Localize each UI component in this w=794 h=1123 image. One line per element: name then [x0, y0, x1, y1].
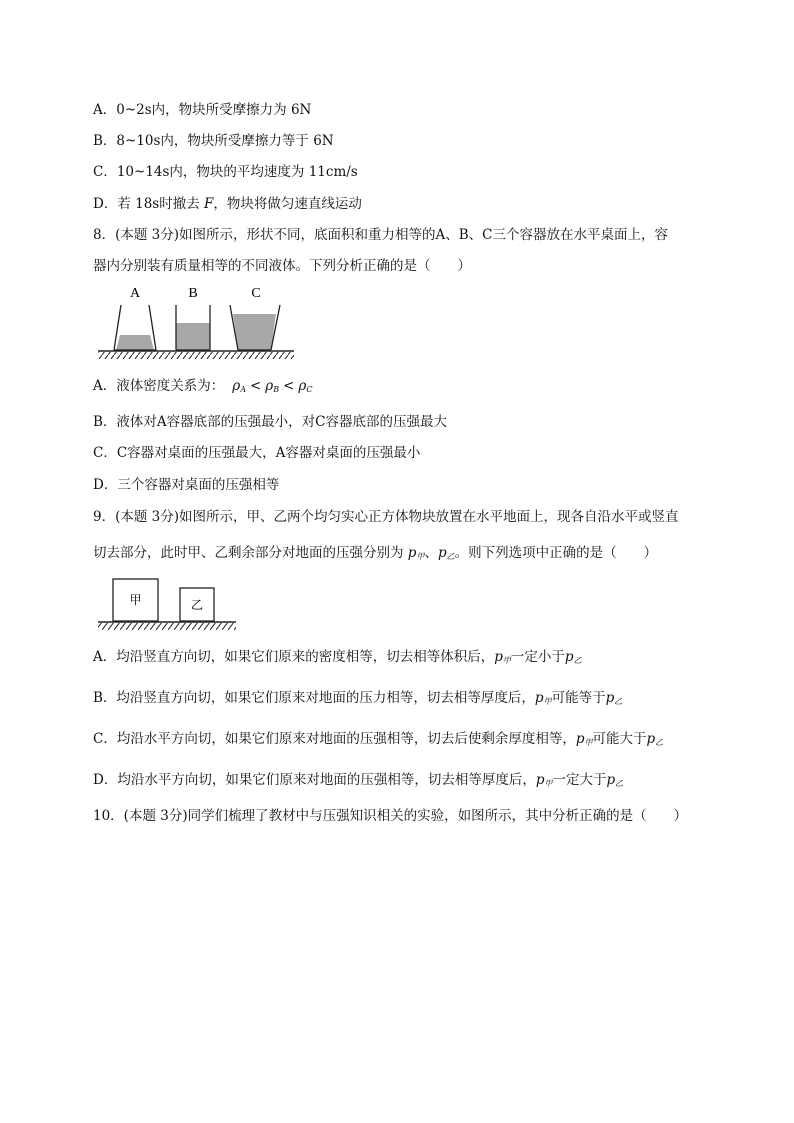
p-jia-subscript: 甲 — [543, 697, 552, 706]
q9-option-d-mid: 一定大于 — [552, 772, 607, 788]
q10-stem: 10．(本题 3分)同学们梳理了教材中与压强知识相关的实验，如图所示，其中分析正确的是（ ） — [93, 808, 688, 824]
rho-b-subscript: B — [273, 385, 280, 394]
q8-option-b: B．液体对A容器底部的压强最小，对C容器底部的压强最大 — [93, 414, 447, 430]
rho-symbol: ρ — [265, 378, 274, 394]
q9-option-b-pre: B．均沿竖直方向切，如果它们原来对地面的压力相等，切去相等厚度后， — [93, 690, 535, 706]
q9-option-c-pre: C．均沿水平方向切，如果它们原来对地面的压强相等，切去后使剩余厚度相等， — [93, 731, 576, 747]
p-yi-subscript: 乙 — [615, 779, 624, 788]
q9-option-d — [93, 771, 623, 793]
rho-c — [298, 378, 312, 394]
rho-a — [232, 378, 246, 394]
q9-option-a — [93, 648, 582, 670]
p-symbol: p — [605, 690, 615, 706]
less-than-1: < — [249, 378, 262, 394]
container-c-label: C — [251, 286, 261, 301]
p-jia-subscript: 甲 — [502, 656, 511, 665]
block-yi-label: 乙 — [190, 598, 204, 612]
p-symbol: p — [534, 690, 544, 706]
rho-b — [265, 378, 279, 394]
q7-option-c: C．10~14s内，物块的平均速度为 11cm/s — [93, 164, 358, 180]
q9-option-a-pre: A．均沿竖直方向切，如果它们原来的密度相等，切去相等体积后， — [93, 649, 495, 665]
container-b-label: B — [188, 286, 198, 301]
rho-c-subscript: C — [306, 385, 313, 394]
ground-hatch — [98, 352, 294, 359]
p-yi — [565, 649, 582, 665]
q7-option-d-var: F — [204, 196, 214, 212]
q9-stem-line2 — [93, 544, 657, 566]
q8-containers-figure — [96, 283, 296, 363]
block-jia-label: 甲 — [129, 593, 142, 607]
q9-option-b-mid: 可能等于 — [551, 690, 606, 706]
q8-option-d: D．三个容器对桌面的压强相等 — [93, 477, 280, 493]
block-jia — [113, 579, 158, 621]
q7-option-b: B．8~10s内，物块所受摩擦力等于 6N — [93, 133, 334, 149]
q9-stem-line2-pre: 切去部分，此时甲、乙剩余部分对地面的压强分别为 — [93, 545, 408, 561]
p-symbol: p — [646, 731, 656, 747]
container-a-label: A — [129, 286, 141, 301]
ground-hatch — [98, 623, 236, 630]
container-b — [176, 286, 210, 350]
q9-option-d-pre: D．均沿水平方向切，如果它们原来对地面的压强相等，切去相等厚度后， — [93, 772, 536, 788]
p-symbol: p — [494, 649, 503, 665]
p-yi-subscript: 乙 — [573, 656, 582, 665]
p-yi-subscript: 乙 — [655, 738, 664, 747]
p-yi — [647, 731, 664, 747]
container-c — [230, 286, 280, 350]
p-symbol: p — [407, 545, 417, 561]
q9-option-b — [93, 689, 622, 711]
p-yi — [606, 772, 623, 788]
p-yi — [606, 690, 623, 706]
q9-stem-line1: 9．(本题 3分)如图所示，甲、乙两个均匀实心正方体物块放置在水平地面上，现各自沿水平或竖直 — [93, 509, 679, 525]
p-jia — [535, 690, 552, 706]
q8-option-a — [93, 377, 312, 399]
rho-a-subscript: A — [240, 385, 246, 394]
p-yi-subscript: 乙 — [614, 697, 623, 706]
p-yi — [438, 545, 455, 561]
p-jia-subscript: 甲 — [416, 552, 425, 561]
q9-separator: 、 — [424, 545, 438, 561]
p-symbol: p — [564, 649, 574, 665]
p-jia-subscript: 甲 — [544, 779, 553, 788]
q9-option-c — [93, 730, 663, 752]
p-symbol: p — [606, 772, 616, 788]
q8-option-c: C．C容器对桌面的压强最大，A容器对桌面的压强最小 — [93, 445, 421, 461]
p-yi-subscript: 乙 — [446, 552, 455, 561]
p-jia — [576, 731, 593, 747]
q7-option-a: A．0~2s内，物块所受摩擦力为 6N — [93, 102, 312, 118]
q7-option-d-pre: D．若 18s时撤去 — [93, 196, 205, 212]
q7-option-d-post: ，物块将做匀速直线运动 — [213, 196, 362, 212]
q8-option-a-pre: A．液体密度关系为： — [93, 378, 225, 394]
q9-option-c-mid: 可能大于 — [592, 731, 647, 747]
container-a — [114, 286, 156, 350]
p-symbol: p — [535, 772, 545, 788]
q8-stem-line2: 器内分别装有质量相等的不同液体。下列分析正确的是（ ） — [93, 258, 471, 274]
p-jia-subscript: 甲 — [584, 738, 593, 747]
p-jia — [494, 649, 511, 665]
q7-option-d — [93, 195, 362, 213]
q8-stem-line1: 8．(本题 3分)如图所示，形状不同，底面积和重力相等的A、B、C三个容器放在水平桌面上，容 — [93, 227, 669, 243]
q9-option-a-mid: 一定小于 — [510, 649, 565, 665]
q9-blocks-figure — [96, 574, 238, 634]
q9-stem-line2-post: 。则下列选项中正确的是（ ） — [454, 545, 658, 561]
block-yi — [180, 588, 214, 621]
p-jia — [536, 772, 553, 788]
p-jia — [408, 545, 425, 561]
p-symbol: p — [575, 731, 585, 747]
rho-symbol: ρ — [232, 378, 241, 394]
less-than-2: < — [283, 378, 295, 394]
p-symbol: p — [437, 545, 447, 561]
rho-symbol: ρ — [298, 378, 307, 394]
